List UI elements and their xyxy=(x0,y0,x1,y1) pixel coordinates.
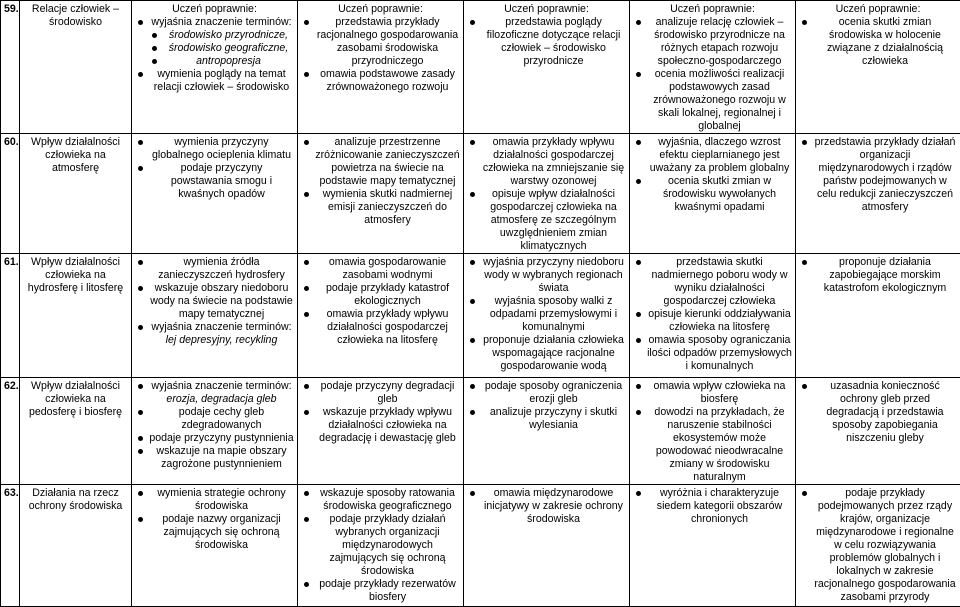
requirement-text: podaje przykłady podejmowanych przez rządy krajów, organizacje międzynarodowe i regionalne w celu rozwiązywania problemów globalnych i lokalnych w zakresie racjonalnego gospodarowania zasobami przyrody xyxy=(814,487,955,603)
requirement-text: przedstawia przykłady racjonalnego gospodarowania zasobami środowiska przyrodniczego xyxy=(317,16,458,67)
requirement-list xyxy=(799,487,957,604)
requirement-text: wymienia źródła zanieczyszczeń hydrosfery xyxy=(158,256,285,281)
requirement-item xyxy=(301,282,460,308)
requirement-cell xyxy=(464,378,630,485)
requirement-item xyxy=(633,68,792,133)
requirement-item xyxy=(467,334,626,373)
requirement-item xyxy=(467,295,626,334)
requirement-item xyxy=(301,578,460,604)
row-number: 63. xyxy=(1,485,20,607)
requirement-item xyxy=(467,256,626,295)
table-row xyxy=(1,1,960,134)
requirement-list xyxy=(467,16,626,68)
requirement-item xyxy=(633,256,792,308)
requirement-cell xyxy=(132,1,298,134)
requirement-cell xyxy=(132,378,298,485)
requirement-list xyxy=(799,380,957,445)
requirement-text: analizuje relację człowiek – środowisko przyrodnicze na różnych etapach rozwoju społeczno-gospodarczego xyxy=(654,16,785,67)
requirement-item xyxy=(799,16,957,68)
requirement-item xyxy=(135,321,294,347)
requirement-item xyxy=(467,406,626,432)
requirement-cell xyxy=(630,254,796,378)
requirement-item xyxy=(135,282,294,321)
requirement-cell xyxy=(464,254,630,378)
requirement-item xyxy=(467,487,626,526)
requirement-text: omawia przykłady wpływu działalności gospodarczej człowieka na zmniejszanie się warstwy ozonowej xyxy=(483,136,624,187)
requirement-list xyxy=(633,380,792,484)
requirement-cell xyxy=(630,378,796,485)
requirement-cell xyxy=(298,134,464,254)
requirement-item xyxy=(467,136,626,188)
requirement-item xyxy=(467,380,626,406)
row-number: 61. xyxy=(1,254,20,378)
requirement-text: opisuje kierunki oddziaływania człowieka na litosferę xyxy=(648,308,791,333)
requirement-item xyxy=(135,256,294,282)
table-body xyxy=(1,1,960,607)
requirement-text: wyjaśnia znaczenie terminów: xyxy=(151,380,291,392)
requirement-cell xyxy=(132,134,298,254)
requirement-cell xyxy=(796,134,960,254)
requirement-text: wyjaśnia znaczenie terminów: xyxy=(151,321,291,333)
requirement-list xyxy=(135,136,294,201)
requirement-text: wskazuje sposoby ratowania środowiska geograficznego xyxy=(320,487,455,512)
requirement-text: opisuje wpływ działalności gospodarczej człowieka na atmosferę ze szczególnym uwzględnieniem zmian klimatycznych xyxy=(490,188,617,252)
requirement-text: wyróżnia i charakteryzuje siedem kategorii obszarów chronionych xyxy=(657,487,782,525)
requirement-cell xyxy=(464,485,630,607)
requirement-item xyxy=(799,256,957,295)
term-item: antropopresja xyxy=(149,55,294,68)
requirement-text: proponuje działania zapobiegające morskim katastrofom ekologicznym xyxy=(824,256,946,294)
lesson-topic: Wpływ działalności człowieka na atmosferę xyxy=(20,134,132,254)
row-number: 62. xyxy=(1,378,20,485)
requirement-item xyxy=(799,487,957,604)
requirement-item xyxy=(301,16,460,68)
requirement-text: analizuje przyczyny i skutki wylesiania xyxy=(490,406,617,431)
requirement-text: uzasadnia konieczność ochrony gleb przed degradacją i przedstawia sposoby zapobiegania niszczeniu gleby xyxy=(826,380,943,444)
table-row xyxy=(1,254,960,378)
requirement-item xyxy=(799,380,957,445)
requirement-item xyxy=(135,16,294,68)
row-number: 59. xyxy=(1,1,20,134)
lesson-topic: Działania na rzecz ochrony środowiska xyxy=(20,485,132,607)
term-sublist xyxy=(149,29,294,68)
requirement-list xyxy=(633,487,792,526)
requirement-cell xyxy=(796,485,960,607)
requirement-text: omawia międzynarodowe inicjatywy w zakresie ochrony środowiska xyxy=(484,487,623,525)
requirement-cell xyxy=(298,254,464,378)
requirement-text: dowodzi na przykładach, że naruszenie stabilności ekosystemów może powodować nieodwracalne zmiany w środowisku naturalnym xyxy=(654,406,784,483)
requirement-item xyxy=(301,256,460,282)
requirement-cell xyxy=(796,1,960,134)
requirement-item xyxy=(135,68,294,94)
requirement-cell xyxy=(630,134,796,254)
requirement-list xyxy=(135,256,294,347)
requirement-cell xyxy=(630,485,796,607)
lesson-topic: Relacje człowiek – środowisko xyxy=(20,1,132,134)
requirement-item xyxy=(301,68,460,94)
requirement-item xyxy=(301,136,460,188)
requirement-item xyxy=(633,380,792,406)
requirement-item xyxy=(301,513,460,578)
requirement-text: podaje przykłady katastrof ekologicznych xyxy=(326,282,449,307)
requirement-text: omawia podstawowe zasady zrównoważonego rozwoju xyxy=(320,68,455,93)
cell-header: Uczeń poprawnie: xyxy=(467,3,626,16)
requirement-cell xyxy=(298,485,464,607)
lesson-topic: Wpływ działalności człowieka na pedosferę i biosferę xyxy=(20,378,132,485)
requirement-list xyxy=(467,487,626,526)
requirement-list xyxy=(799,16,957,68)
requirement-item xyxy=(633,136,792,175)
requirement-list xyxy=(301,256,460,347)
requirement-text: podaje przyczyny degradacji gleb xyxy=(321,380,455,405)
requirement-list xyxy=(135,487,294,552)
requirement-list xyxy=(135,16,294,94)
requirement-item xyxy=(633,308,792,334)
requirement-list xyxy=(467,256,626,373)
table-row xyxy=(1,134,960,254)
lesson-topic: Wpływ działalności człowieka na hydrosferę i litosferę xyxy=(20,254,132,378)
requirement-cell xyxy=(796,254,960,378)
requirement-text: wymienia skutki nadmiernej emisji zanieczyszczeń do atmosfery xyxy=(323,188,453,226)
requirement-list xyxy=(799,256,957,295)
requirement-item xyxy=(301,308,460,347)
requirement-list xyxy=(633,256,792,373)
requirement-item xyxy=(135,487,294,513)
requirement-list xyxy=(633,16,792,133)
requirement-text: proponuje działania człowieka wspomagające racjonalne gospodarowanie wodą xyxy=(483,334,624,372)
requirement-text: wskazuje obszary niedoboru wody na świecie na podstawie mapy tematycznej xyxy=(150,282,293,320)
requirement-text: omawia gospodarowanie zasobami wodnymi xyxy=(329,256,446,281)
term-item: środowisko przyrodnicze, xyxy=(149,29,294,42)
requirement-item xyxy=(799,136,957,214)
requirement-text: podaje nazwy organizacji zajmujących się ochroną środowiska xyxy=(162,513,280,551)
term-list: lej depresyjny, recykling xyxy=(166,334,278,346)
cell-header: Uczeń poprawnie: xyxy=(301,3,460,16)
requirement-item xyxy=(135,136,294,162)
table-row xyxy=(1,378,960,485)
requirement-item xyxy=(633,334,792,373)
requirement-item xyxy=(135,162,294,201)
requirement-text: podaje cechy gleb zdegradowanych xyxy=(179,406,264,431)
requirement-item xyxy=(301,406,460,445)
requirement-cell xyxy=(298,378,464,485)
requirement-cell xyxy=(630,1,796,134)
requirement-text: podaje przykłady działań wybranych organizacji międzynarodowych zajmujących się ochroną środowiska xyxy=(329,513,445,577)
requirement-text: omawia sposoby ograniczania ilości odpadów przemysłowych i komunalnych xyxy=(647,334,792,372)
requirement-text: ocenia skutki zmian w środowisku wywołanych kwaśnymi opadami xyxy=(663,175,776,213)
requirement-cell xyxy=(132,485,298,607)
requirement-text: wyjaśnia sposoby walki z odpadami przemysłowymi i komunalnymi xyxy=(490,295,617,333)
requirement-cell xyxy=(298,1,464,134)
requirement-text: wymienia strategie ochrony środowiska xyxy=(157,487,285,512)
requirement-text: podaje przyczyny powstawania smogu i kwaśnych opadów xyxy=(171,162,272,200)
requirement-text: ocenia skutki zmian środowiska w holocenie związane z działalnością człowieka xyxy=(827,16,943,67)
requirement-item xyxy=(633,16,792,68)
requirement-item xyxy=(633,487,792,526)
requirement-text: podaje przykłady rezerwatów biosfery xyxy=(319,578,456,603)
requirement-item xyxy=(135,380,294,406)
requirement-text: przedstawia przykłady działań organizacji międzynarodowych i rządów państw podejmowanych w celu redukcji zanieczyszczeń atmosfery xyxy=(815,136,956,213)
row-number: 60. xyxy=(1,134,20,254)
requirement-text: ocenia możliwości realizacji podstawowych zasad zrównoważonego rozwoju w skali lokalnej, regionalnej i globalnej xyxy=(653,68,786,132)
requirement-item xyxy=(135,445,294,471)
cell-header: Uczeń poprawnie: xyxy=(633,3,792,16)
requirement-text: wyjaśnia znaczenie terminów: xyxy=(151,16,291,28)
requirement-text: wskazuje przykłady wpływu działalności człowieka na degradację i dewastację gleb xyxy=(319,406,456,444)
requirement-text: wymienia poglądy na temat relacji człowiek – środowisko xyxy=(154,68,289,93)
requirement-list xyxy=(301,380,460,445)
requirement-text: przedstawia skutki nadmiernego poboru wody w wyniku działalności gospodarczej człowieka xyxy=(651,256,787,307)
requirement-text: wymienia przyczyny globalnego ocieplenia klimatu xyxy=(152,136,291,161)
requirement-list xyxy=(301,16,460,94)
term-item: środowisko geograficzne, xyxy=(149,42,294,55)
cell-header: Uczeń poprawnie: xyxy=(135,3,294,16)
requirement-list xyxy=(301,487,460,604)
requirement-item xyxy=(633,406,792,484)
requirement-item xyxy=(135,432,294,445)
requirement-text: podaje przyczyny pustynnienia xyxy=(149,432,293,444)
requirement-list xyxy=(467,136,626,253)
requirement-text: omawia wpływ człowieka na biosferę xyxy=(654,380,786,405)
requirement-list xyxy=(135,380,294,471)
requirement-list xyxy=(301,136,460,227)
requirement-list xyxy=(467,380,626,432)
requirement-list xyxy=(633,136,792,214)
requirement-text: omawia przykłady wpływu działalności gospodarczej człowieka na litosferę xyxy=(327,308,449,346)
requirement-item xyxy=(301,380,460,406)
requirement-item xyxy=(135,513,294,552)
requirement-text: wyjaśnia, dlaczego wzrost efektu cieplarnianego jest uważany za problem globalny xyxy=(650,136,790,174)
requirement-text: wyjaśnia przyczyny niedoboru wody w wybranych regionach świata xyxy=(483,256,624,294)
requirement-list xyxy=(799,136,957,214)
requirement-item xyxy=(467,188,626,253)
requirement-item xyxy=(633,175,792,214)
term-list: erozja, degradacja gleb xyxy=(149,393,294,406)
requirement-text: wskazuje na mapie obszary zagrożone pustynnieniem xyxy=(156,445,286,470)
requirement-item xyxy=(135,406,294,432)
requirement-text: analizuje przestrzenne zróżnicowanie zanieczyszczeń powietrza na świecie na podstawie mapy tematycznej xyxy=(315,136,459,187)
requirement-cell xyxy=(132,254,298,378)
requirement-cell xyxy=(464,134,630,254)
table-row xyxy=(1,485,960,607)
requirement-cell xyxy=(796,378,960,485)
cell-header: Uczeń poprawnie: xyxy=(799,3,957,16)
requirement-text: przedstawia poglądy filozoficzne dotyczące relacji człowiek – środowisko przyrodnicze xyxy=(487,16,621,67)
requirement-item xyxy=(301,487,460,513)
requirement-text: podaje sposoby ograniczenia erozji gleb xyxy=(485,380,622,405)
requirement-item xyxy=(301,188,460,227)
requirement-item xyxy=(467,16,626,68)
requirement-cell xyxy=(464,1,630,134)
